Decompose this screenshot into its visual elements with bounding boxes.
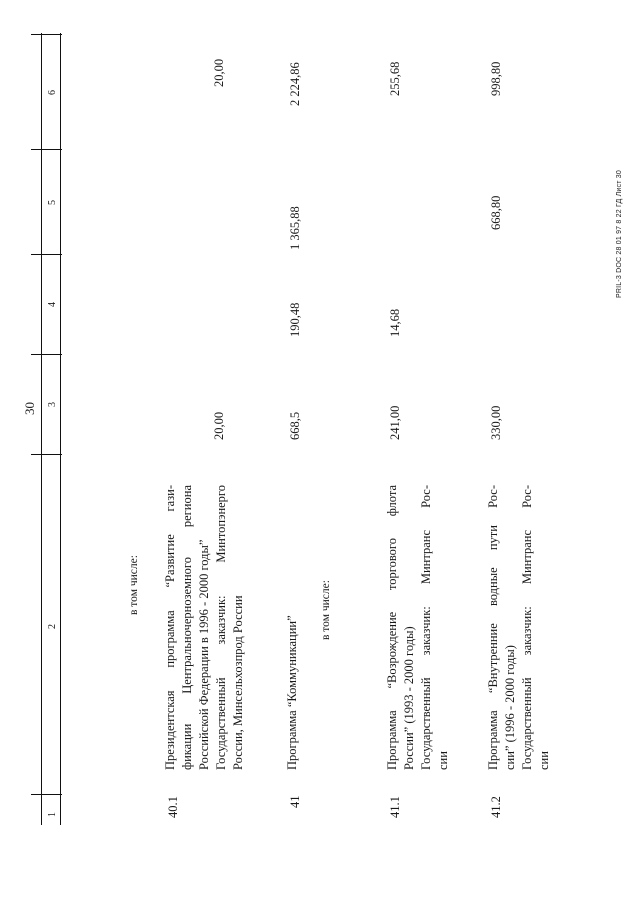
col5-value: 1 365,88 xyxy=(288,206,302,250)
col3-value: 668,5 xyxy=(288,411,302,440)
subtotal-note: в том числе: xyxy=(320,580,332,640)
description-line: России” (1993 - 2000 годы) xyxy=(402,626,416,770)
col6-value: 2 224,86 xyxy=(288,62,302,106)
description-line: Государственный заказчик: Минтопэнерго xyxy=(214,485,228,770)
description-line: Программа “Внутренние водные пути Рос- xyxy=(486,485,500,770)
description-line: сии xyxy=(537,751,551,770)
column-divider xyxy=(31,149,62,150)
col6-value: 998,80 xyxy=(489,61,503,96)
row-number: 41.2 xyxy=(489,796,503,818)
column-number: 2 xyxy=(47,624,58,629)
column-number: 3 xyxy=(47,402,58,407)
description-line: сии xyxy=(436,751,450,770)
column-divider xyxy=(31,794,62,795)
column-divider xyxy=(31,354,62,355)
column-divider xyxy=(31,34,62,35)
column-number: 5 xyxy=(47,200,58,205)
row-description: Программа “Коммуникации” xyxy=(285,615,299,770)
description-line: Российской Федерации в 1996 - 2000 годы” xyxy=(197,539,211,770)
table-header-rule xyxy=(60,33,61,825)
row-number: 41 xyxy=(288,795,302,808)
description-line: Программа “Возрождение торгового флота xyxy=(385,485,399,770)
col4-value: 190,48 xyxy=(288,302,302,337)
rotated-page xyxy=(20,20,623,880)
col4-value: 14,68 xyxy=(388,308,402,337)
row-description xyxy=(162,485,247,770)
footer-code: PRIL-3 DOC 28 01 97 8 22 ГД Лист 30 xyxy=(616,170,623,298)
page-number: 30 xyxy=(22,402,37,415)
column-divider xyxy=(31,254,62,255)
description-line: Государственный заказчик: Минтранс Рос- xyxy=(520,485,534,770)
col3-value: 330,00 xyxy=(489,405,503,440)
description-line: Государственный заказчик: Минтранс Рос- xyxy=(419,485,433,770)
subtotal-note: в том числе: xyxy=(128,555,140,615)
table-top-rule xyxy=(41,33,42,825)
row-number: 40.1 xyxy=(166,796,180,818)
description-line: Президентская программа “Развитие гази- xyxy=(163,485,177,770)
col3-value: 20,00 xyxy=(212,411,226,440)
description-line: сии” (1996 - 2000 годы) xyxy=(503,645,517,770)
row-description xyxy=(485,485,553,770)
col5-value: 668,80 xyxy=(489,195,503,230)
column-number: 1 xyxy=(47,812,58,817)
description-line: фикации Центральночерноземного региона xyxy=(180,485,194,770)
col3-value: 241,00 xyxy=(388,405,402,440)
col6-value: 20,00 xyxy=(212,58,226,87)
column-number: 4 xyxy=(47,302,58,307)
description-line: России, Минсельхозпрод России xyxy=(231,595,245,770)
column-number: 6 xyxy=(47,90,58,95)
row-description xyxy=(384,485,452,770)
row-number: 41.1 xyxy=(388,796,402,818)
column-divider xyxy=(31,454,62,455)
col6-value: 255,68 xyxy=(388,61,402,96)
